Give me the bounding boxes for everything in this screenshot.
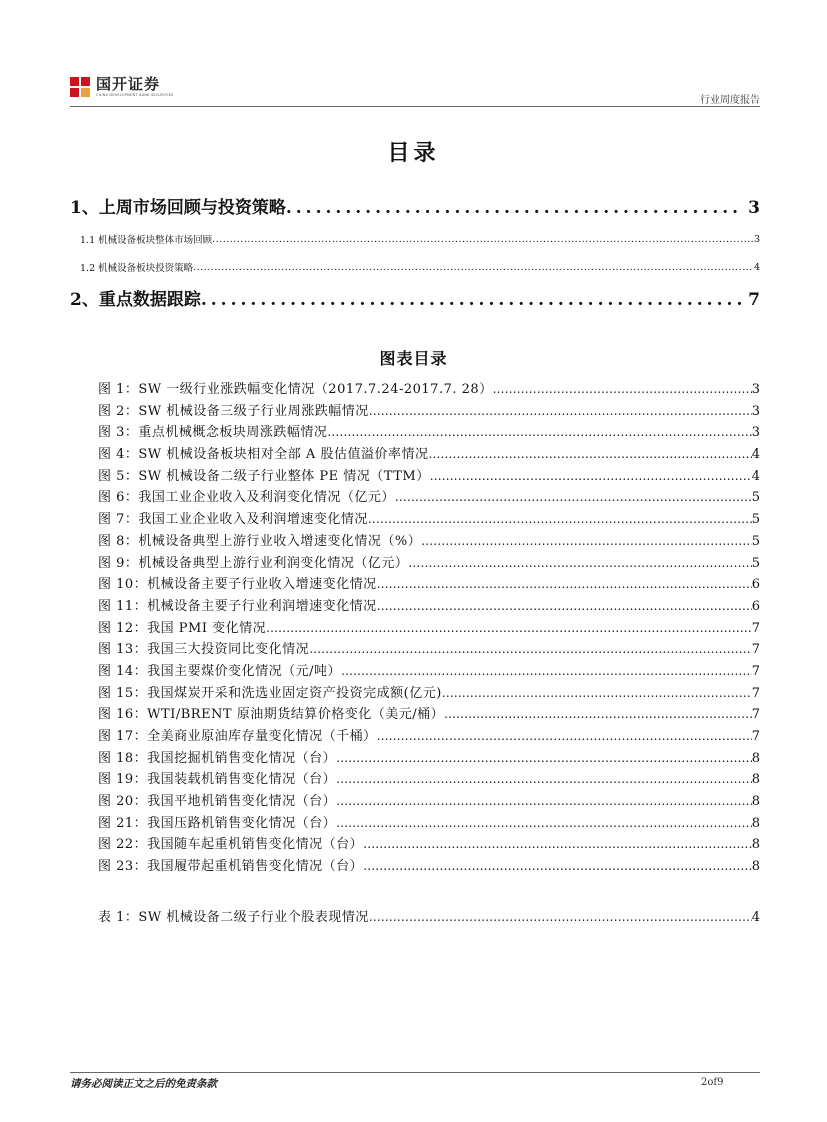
figure-entry-page: 5 (751, 490, 760, 506)
leader-dots (286, 198, 742, 218)
leader-dots (377, 577, 752, 591)
company-logo (70, 76, 173, 97)
figure-entry-page: 6 (751, 598, 760, 614)
leader-dots (430, 469, 752, 483)
figure-entry[interactable] (98, 486, 760, 508)
leader-dots (212, 234, 754, 245)
figure-entry[interactable] (98, 595, 760, 617)
figure-entry-page: 7 (751, 663, 760, 679)
figure-entry-text: 图 2：SW 机械设备三级子行业周涨跌幅情况 (98, 403, 369, 419)
figure-entry[interactable] (98, 443, 760, 465)
figure-entry[interactable] (98, 812, 760, 834)
figure-entry-page: 7 (751, 707, 760, 723)
leader-dots (336, 751, 752, 765)
leader-dots (444, 707, 752, 721)
figure-entry-text: 图 18：我国挖掘机销售变化情况（台） (98, 750, 337, 766)
figure-entry-text: 图 15：我国煤炭开采和洗选业固定资产投资完成额(亿元) (98, 685, 442, 701)
figure-entry-page: 8 (751, 837, 760, 853)
figure-entry-text: 图 10：机械设备主要子行业收入增速变化情况 (98, 577, 377, 593)
leader-dots (336, 794, 752, 808)
table-entry[interactable] (98, 906, 760, 928)
figure-entry[interactable] (98, 617, 760, 639)
figure-entry-page: 7 (751, 620, 760, 636)
leader-dots (336, 772, 752, 786)
leader-dots (395, 490, 752, 504)
table-list (98, 906, 760, 928)
toc-entry-1[interactable] (70, 193, 760, 225)
leader-dots (363, 859, 752, 873)
logo-name: 国开证券 (96, 75, 161, 93)
figure-entry-page: 5 (751, 533, 760, 549)
figure-entry[interactable] (98, 725, 760, 747)
leader-dots (408, 556, 751, 570)
figure-entry[interactable] (98, 465, 760, 487)
leader-dots (442, 686, 752, 700)
toc-entry-text: 2、重点数据跟踪 (70, 290, 201, 310)
figure-entry[interactable] (98, 747, 760, 769)
table-entry-text: 表 1：SW 机械设备二级子行业个股表现情况 (98, 910, 369, 925)
header-divider (70, 106, 760, 107)
leader-dots (309, 642, 752, 656)
logo-english-name: CHINA DEVELOPMENT BANK SECURITIES (96, 93, 174, 97)
figure-entry-text: 图 13：我国三大投资同比变化情况 (98, 642, 310, 658)
toc-entry-2[interactable] (70, 285, 760, 317)
figure-entry-page: 8 (751, 815, 760, 831)
report-type: 行业周度报告 (700, 95, 760, 106)
figure-entry-text: 图 14：我国主要煤价变化情况（元/吨） (98, 663, 342, 679)
leader-dots (193, 262, 754, 273)
figure-entry-text: 图 17：全美商业原油库存量变化情况（千桶） (98, 729, 377, 744)
toc-entry-1-1[interactable] (70, 225, 760, 253)
figure-entry-text: 图 11：机械设备主要子行业利润增速变化情况 (98, 598, 377, 614)
toc-entry-page: 3 (753, 233, 760, 245)
leader-dots (369, 404, 752, 418)
toc-title: 目录 (387, 140, 440, 166)
figure-entry-page: 6 (751, 577, 760, 593)
figure-entry-text: 图 12：我国 PMI 变化情况 (98, 620, 267, 636)
logo-mark-icon (70, 77, 90, 97)
figure-entry-text: 图 1：SW 一级行业涨跌幅变化情况（2017.7.24-2017.7. 28） (98, 382, 493, 397)
figure-entry-page: 4 (751, 447, 760, 463)
figure-entry-page: 8 (751, 794, 760, 810)
leader-dots (493, 382, 752, 396)
figure-entry[interactable] (98, 421, 760, 443)
figure-entry-page: 5 (751, 512, 760, 528)
leader-dots (377, 729, 752, 743)
figure-entry-page: 3 (751, 382, 760, 397)
figure-entry[interactable] (98, 682, 760, 704)
figure-entry-text: 图 22：我国随车起重机销售变化情况（台） (98, 837, 364, 853)
leader-dots (336, 816, 752, 830)
figure-list-title: 图表目录 (379, 349, 448, 368)
figure-entry-page: 4 (751, 468, 760, 484)
figure-entry[interactable] (98, 638, 760, 660)
toc-entry-page: 3 (748, 198, 760, 218)
page-header (70, 72, 760, 106)
toc-entry-page: 4 (753, 261, 760, 273)
toc-entry-page: 7 (748, 290, 760, 310)
figure-entry[interactable] (98, 768, 760, 790)
figure-entry-page: 5 (751, 555, 760, 571)
figure-entry[interactable] (98, 790, 760, 812)
figure-entry-text: 图 21：我国压路机销售变化情况（台） (98, 815, 337, 831)
figure-entry-page: 8 (751, 859, 760, 875)
figure-entry[interactable] (98, 378, 760, 400)
figure-entry-page: 8 (751, 772, 760, 788)
toc-entry-text: 1.2 机械设备板块投资策略 (80, 263, 194, 274)
figure-entry-text: 图 7：我国工业企业收入及利润增速变化情况 (98, 512, 368, 528)
toc-entry-1-2[interactable] (70, 253, 760, 281)
disclaimer-note: 请务必阅读正文之后的免责条款 (70, 1078, 217, 1090)
leader-dots (363, 837, 752, 851)
toc-entry-text: 1.1 机械设备板块整体市场回顾 (80, 235, 213, 246)
figure-entry-page: 7 (751, 642, 760, 658)
figure-entry-text: 图 5：SW 机械设备二级子行业整体 PE 情况（TTM） (98, 468, 430, 484)
leader-dots (341, 664, 752, 678)
figure-entry[interactable] (98, 833, 760, 855)
figure-entry[interactable] (98, 508, 760, 530)
figure-entry[interactable] (98, 703, 760, 725)
figure-entry-page: 8 (751, 750, 760, 766)
figure-entry-page: 7 (751, 685, 760, 701)
figure-entry-page: 3 (751, 425, 760, 441)
figure-entry[interactable] (98, 660, 760, 682)
figure-entry[interactable] (98, 400, 760, 422)
figure-entry[interactable] (98, 573, 760, 595)
figure-entry-text: 图 8：机械设备典型上游行业收入增速变化情况（%） (98, 533, 422, 549)
leader-dots (201, 290, 742, 310)
table-entry-page: 4 (751, 910, 760, 925)
toc-entry-text: 1、上周市场回顾与投资策略 (70, 198, 286, 218)
leader-dots (266, 621, 752, 635)
figure-entry-text: 图 3：重点机械概念板块周涨跌幅情况 (98, 425, 328, 441)
leader-dots (428, 447, 751, 461)
leader-dots (369, 910, 752, 924)
figure-entry-page: 7 (751, 729, 760, 744)
leader-dots (368, 512, 752, 526)
page-number: 2of9 (701, 1077, 724, 1088)
footer-divider (70, 1072, 760, 1073)
figure-entry-page: 3 (751, 403, 760, 419)
figure-entry-text: 图 20：我国平地机销售变化情况（台） (98, 794, 337, 810)
leader-dots (421, 534, 751, 548)
figure-list (98, 378, 760, 877)
figure-entry-text: 图 23：我国履带起重机销售变化情况（台） (98, 859, 364, 875)
figure-entry[interactable] (98, 855, 760, 877)
leader-dots (327, 425, 751, 439)
figure-entry[interactable] (98, 552, 760, 574)
figure-entry-text: 图 4：SW 机械设备板块相对全部 A 股估值溢价率情况 (98, 447, 429, 463)
figure-entry-text: 图 9：机械设备典型上游行业利润变化情况（亿元） (98, 555, 409, 571)
figure-entry-text: 图 19：我国装载机销售变化情况（台） (98, 772, 337, 788)
leader-dots (377, 599, 752, 613)
figure-entry-text: 图 6：我国工业企业收入及利润变化情况（亿元） (98, 490, 395, 506)
figure-entry[interactable] (98, 530, 760, 552)
toc-list (70, 193, 760, 317)
figure-entry-text: 图 16：WTI/BRENT 原油期货结算价格变化（美元/桶） (98, 707, 445, 723)
